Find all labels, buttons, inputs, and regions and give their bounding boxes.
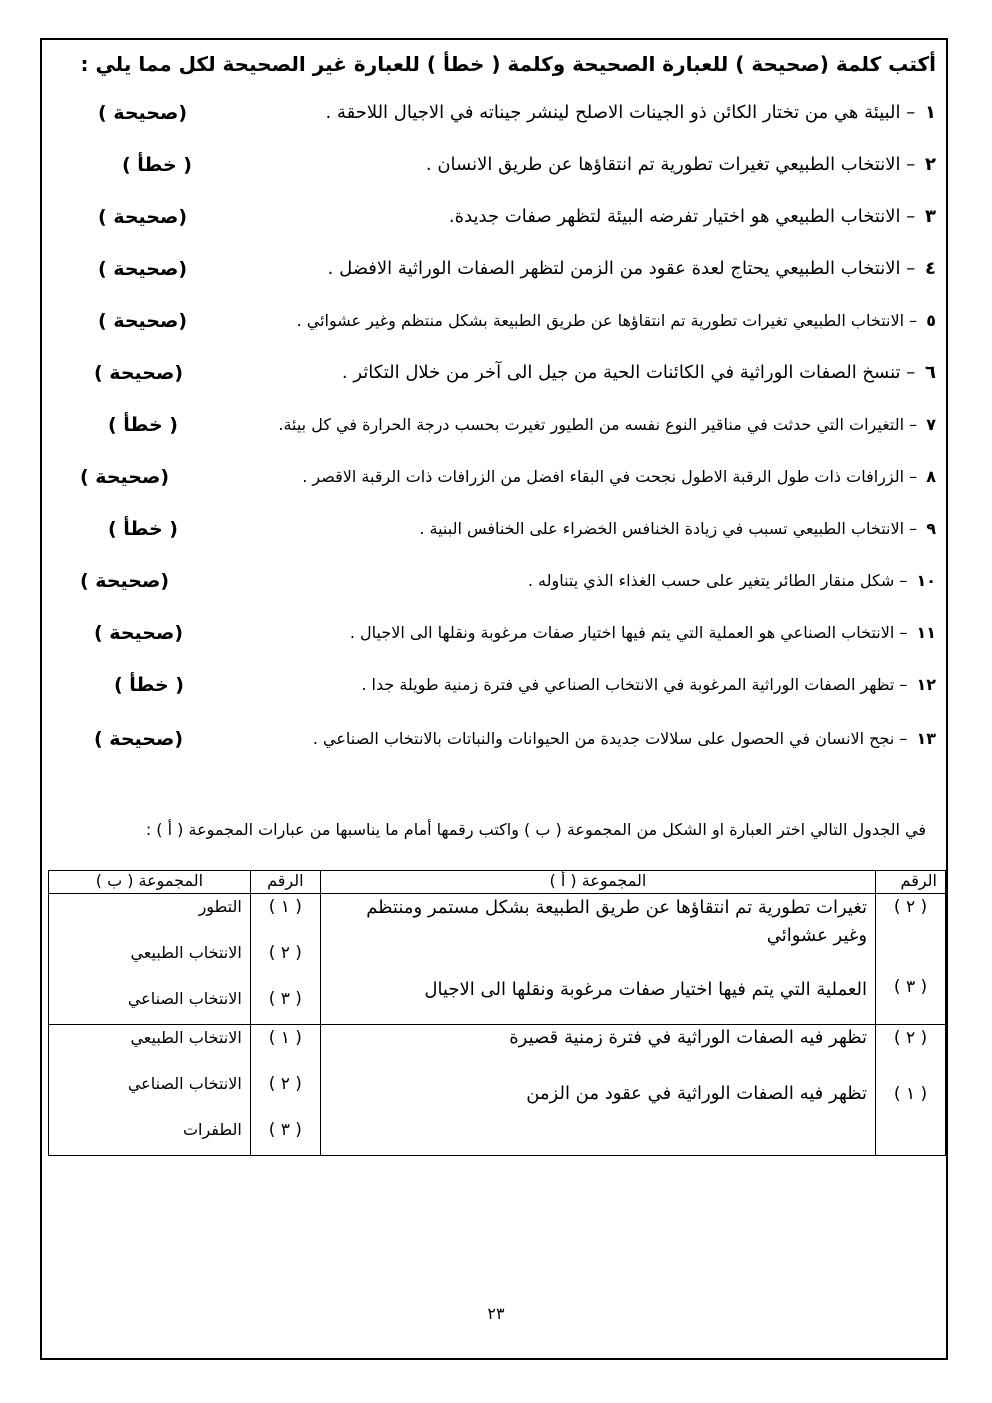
question-answer: (صحيحة ): [98, 206, 188, 228]
table-row: [49, 1025, 946, 1156]
question-answer: ( خطأ ): [122, 154, 192, 176]
question-text: – تنسخ الصفات الوراثية في الكائنات الحية من جيل الى آخر من خلال التكاثر .: [341, 362, 916, 383]
question-number: ١٢: [916, 675, 936, 694]
group-b-option: الانتخاب الطبيعي: [130, 943, 242, 962]
table-row: [49, 894, 946, 1025]
question-text: – التغيرات التي حدثت في مناقير النوع نفسه من الطيور تغيرت بحسب درجة الحرارة في كل بيئة.: [278, 415, 918, 434]
option-number: ( ٣ ): [268, 1120, 302, 1140]
question-number: ١: [925, 102, 936, 123]
question-answer: (صحيحة ): [80, 466, 170, 488]
question-number: ٢: [925, 154, 936, 175]
answer-number: ( ٢ ): [893, 1028, 928, 1048]
question-1: [38, 98, 946, 128]
group-a-statement: تغيرات تطورية تم انتقاؤها عن طريق الطبيعة بشكل مستمر ومنتظم وغير عشوائي: [366, 897, 868, 946]
group-b-option: التطور: [198, 897, 242, 916]
matching-table: [48, 870, 946, 1156]
question-7: [38, 410, 946, 440]
question-10: [38, 566, 946, 596]
question-3: [38, 202, 946, 232]
question-text: – نجح الانسان في الحصول على سلالات جديدة من الحيوانات والنباتات بالانتخاب الصناعي .: [312, 729, 908, 748]
question-text: – شكل منقار الطائر يتغير على حسب الغذاء الذي يتناوله .: [527, 571, 908, 590]
group-b-option: الانتخاب الطبيعي: [130, 1028, 242, 1047]
page-frame: [40, 38, 948, 1360]
question-number: ٨: [926, 467, 936, 486]
header-number-b: الرقم: [250, 871, 320, 894]
question-text: – الزرافات ذات طول الرقبة الاطول نجحت في البقاء افضل من الزرافات ذات الرقبة الاقصر .: [302, 467, 918, 486]
question-11: [38, 618, 946, 648]
question-number: ٩: [926, 519, 936, 538]
question-text: – الانتخاب الطبيعي هو اختيار تفرضه البيئة لتظهر صفات جديدة.: [448, 206, 916, 227]
group-b-option: الانتخاب الصناعي: [127, 989, 242, 1008]
group-a-statement: تظهر فيه الصفات الوراثية في فترة زمنية قصيرة: [509, 1027, 868, 1048]
option-number: ( ٣ ): [268, 989, 302, 1009]
question-number: ٣: [925, 206, 936, 227]
option-number: ( ٢ ): [268, 943, 302, 963]
exercise-heading: أكتب كلمة (صحيحة ) للعبارة الصحيحة وكلمة ( خطأ ) للعبارة غير الصحيحة لكل مما يلي :: [80, 52, 936, 76]
question-answer: (صحيحة ): [98, 310, 188, 332]
question-answer: (صحيحة ): [94, 728, 184, 750]
group-a-statement: تظهر فيه الصفات الوراثية في عقود من الزمن: [526, 1083, 868, 1104]
question-6: [38, 358, 946, 388]
question-number: ٥: [926, 311, 936, 330]
question-12: [38, 670, 946, 700]
header-group-a: المجموعة ( أ ): [320, 871, 875, 894]
question-number: ٧: [926, 415, 936, 434]
question-text: – الانتخاب الطبيعي تغيرات تطورية تم انتقاؤها عن طريق الانسان .: [425, 154, 916, 175]
question-answer: ( خطأ ): [114, 674, 184, 696]
question-number: ٦: [925, 362, 936, 383]
question-answer: (صحيحة ): [98, 258, 188, 280]
question-8: [38, 462, 946, 492]
question-text: – تظهر الصفات الوراثية المرغوبة في الانتخاب الصناعي في فترة زمنية طويلة جدا .: [361, 675, 908, 694]
group-a-statement: العملية التي يتم فيها اختيار صفات مرغوبة ونقلها الى الاجيال: [424, 979, 868, 1000]
question-answer: (صحيحة ): [98, 102, 188, 124]
question-answer: ( خطأ ): [108, 518, 178, 540]
question-5: [38, 306, 946, 336]
question-answer: (صحيحة ): [80, 570, 170, 592]
answer-number: ( ٣ ): [893, 977, 928, 997]
question-text: – البيئة هي من تختار الكائن ذو الجينات الاصلح لينشر جيناته في الاجيال اللاحقة .: [325, 102, 916, 123]
question-answer: (صحيحة ): [94, 362, 184, 384]
question-number: ١٣: [916, 729, 936, 748]
question-number: ٤: [925, 258, 936, 279]
option-number: ( ١ ): [268, 897, 302, 917]
question-2: [38, 150, 946, 180]
question-number: ١١: [916, 623, 936, 642]
question-answer: (صحيحة ): [94, 622, 184, 644]
table-header-row: [49, 871, 946, 894]
question-answer: ( خطأ ): [108, 414, 178, 436]
group-b-option: الطفرات: [182, 1120, 242, 1139]
question-number: ١٠: [916, 571, 936, 590]
option-number: ( ١ ): [268, 1028, 302, 1048]
page-number: ٢٣: [487, 1304, 505, 1323]
question-text: – الانتخاب الطبيعي تسبب في زيادة الخنافس الخضراء على الخنافس البنية .: [419, 519, 918, 538]
question-13: [38, 724, 946, 754]
answer-number: ( ٢ ): [893, 897, 928, 917]
question-9: [38, 514, 946, 544]
header-group-b: المجموعة ( ب ): [49, 871, 251, 894]
table-instruction: في الجدول التالي اختر العبارة او الشكل من المجموعة ( ب ) واكتب رقمها أمام ما يناسبها من عبارات المجموعة ( أ ) :: [145, 820, 926, 839]
question-text: – الانتخاب الصناعي هو العملية التي يتم فيها اختيار صفات مرغوبة ونقلها الى الاجيال .: [349, 623, 908, 642]
group-b-option: الانتخاب الصناعي: [127, 1074, 242, 1093]
question-text: – الانتخاب الطبيعي يحتاج لعدة عقود من الزمن لتظهر الصفات الوراثية الافضل .: [327, 258, 916, 279]
header-number-a: الرقم: [876, 871, 946, 894]
answer-number: ( ١ ): [893, 1084, 928, 1104]
question-text: – الانتخاب الطبيعي تغيرات تطورية تم انتقاؤها عن طريق الطبيعة بشكل منتظم وغير عشوائي .: [296, 311, 918, 330]
option-number: ( ٢ ): [268, 1074, 302, 1094]
question-4: [38, 254, 946, 284]
